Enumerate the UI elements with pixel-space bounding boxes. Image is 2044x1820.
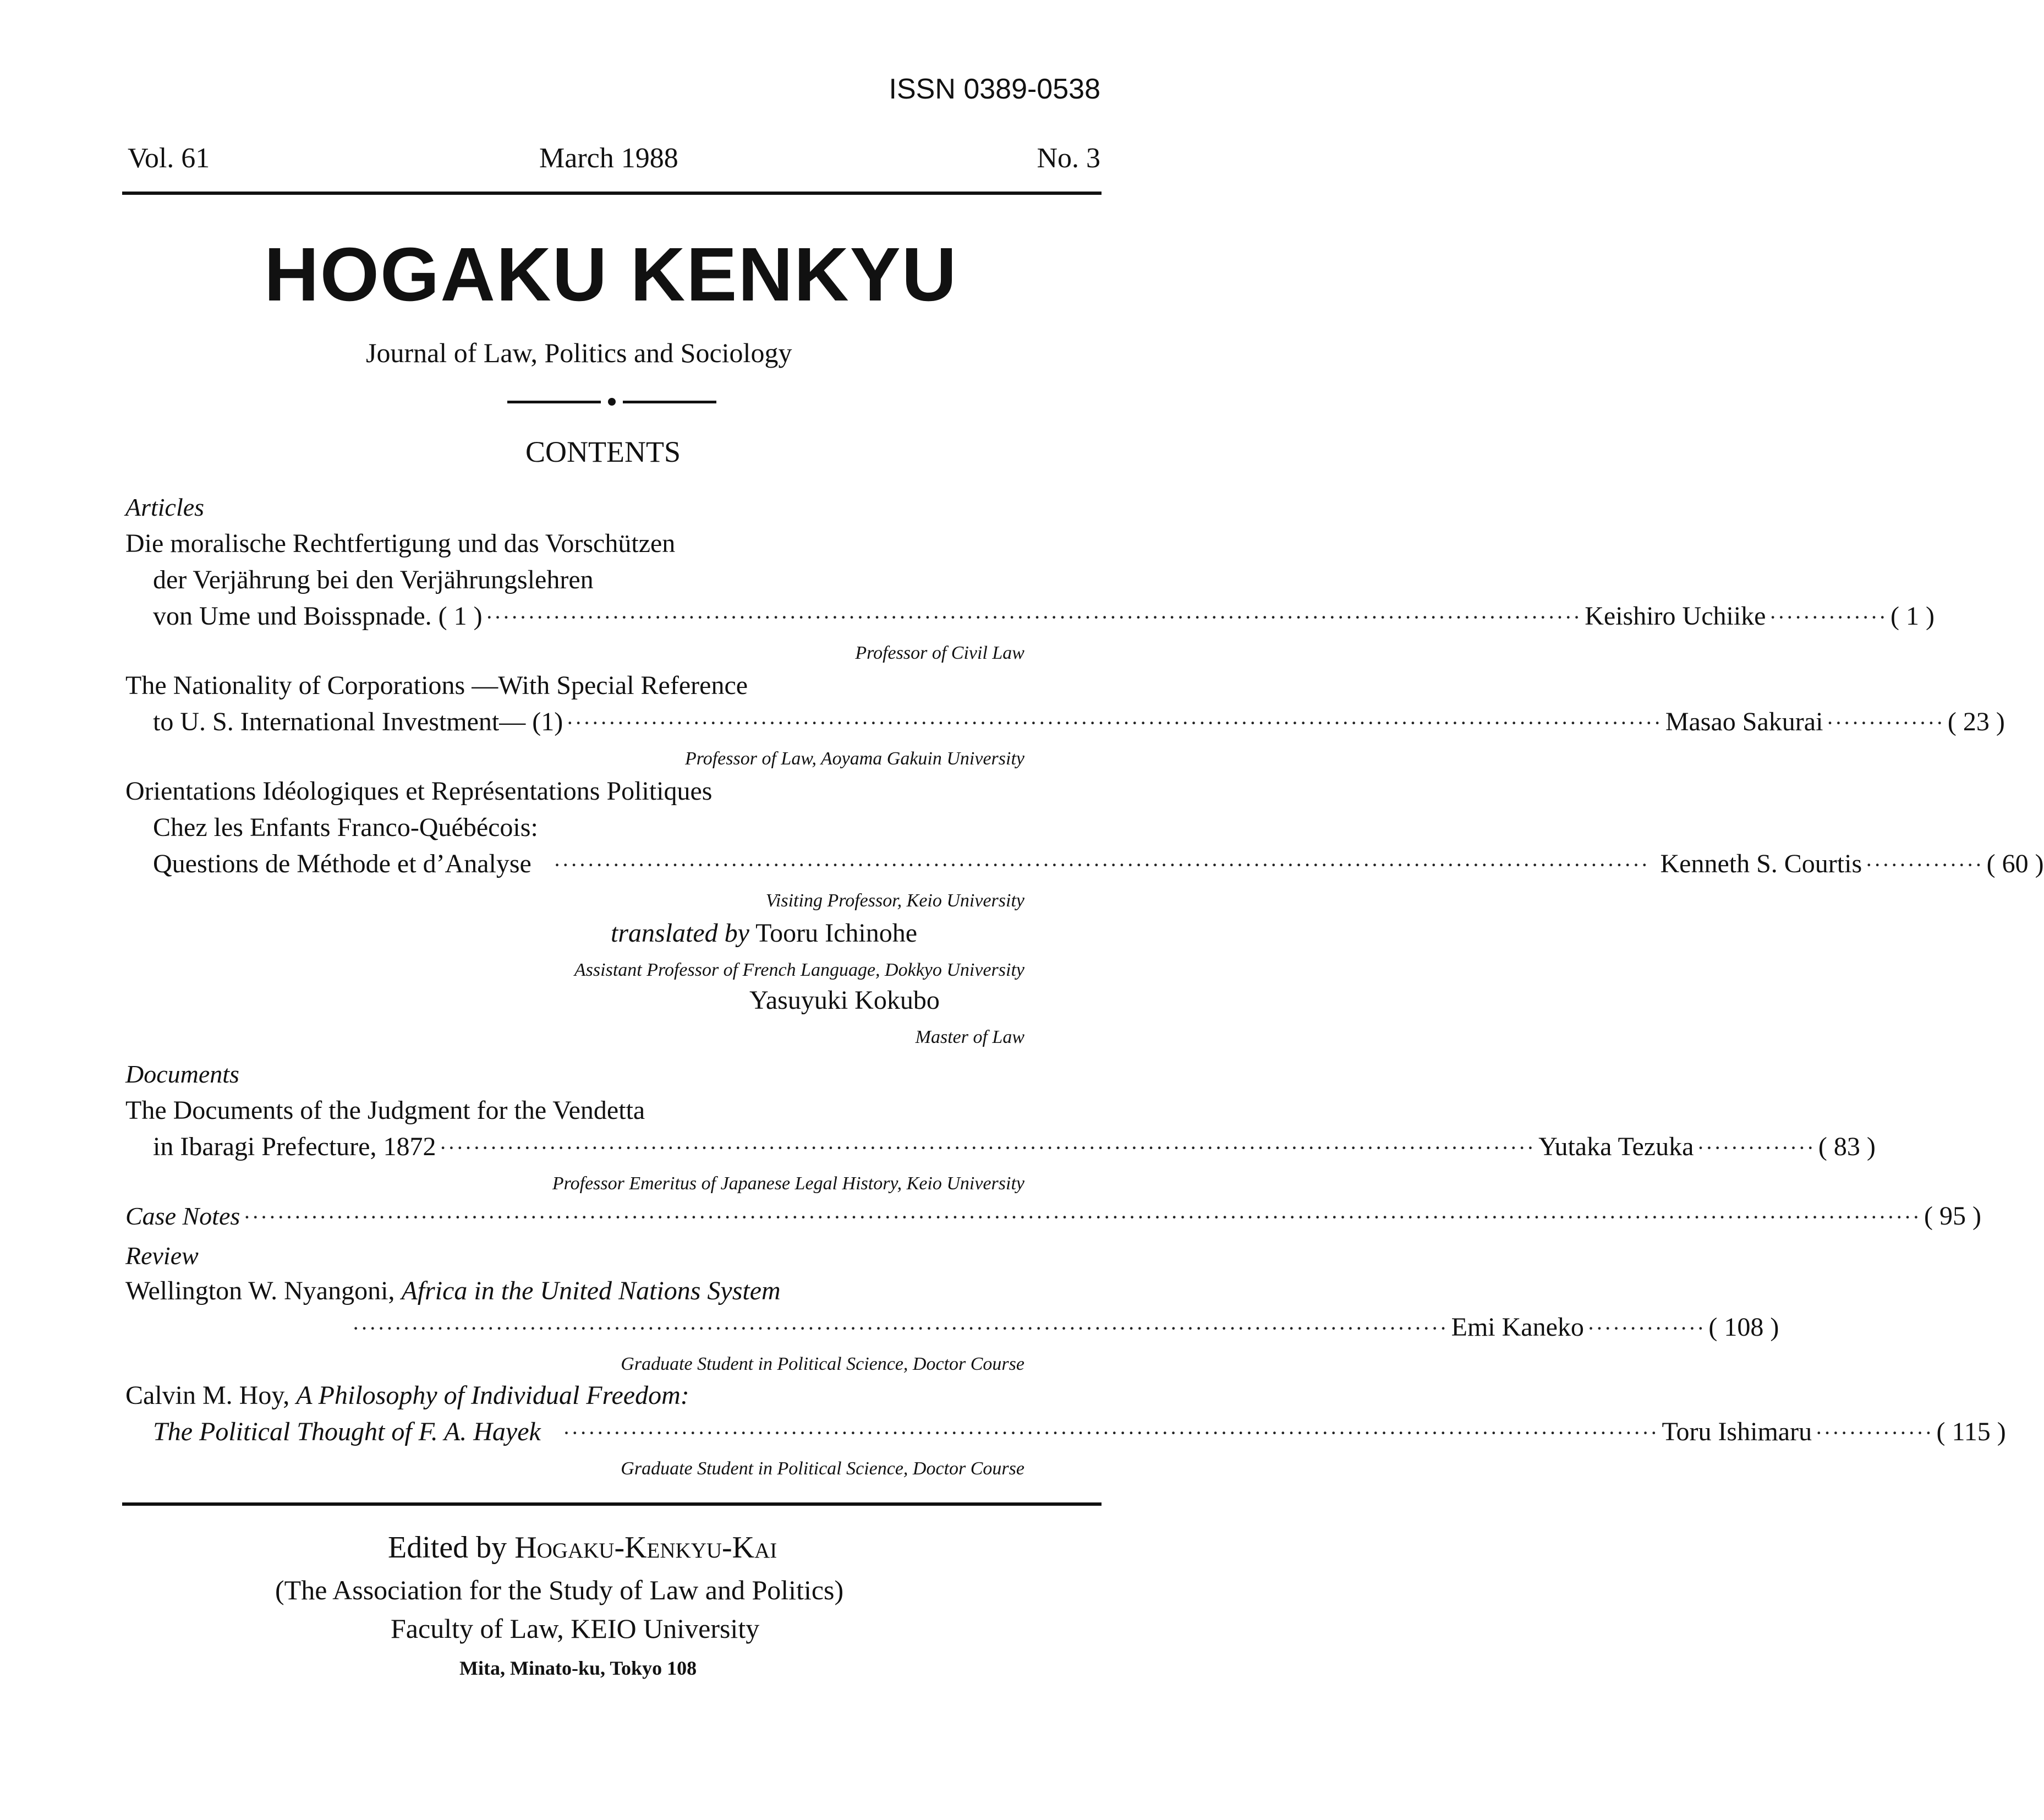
entry1-row	[153, 601, 1935, 631]
entry7-affiliation: Graduate Student in Political Science, Doctor Course	[621, 1458, 1024, 1479]
entry6-row	[352, 1312, 1779, 1342]
leader-dots: ··································································································································	[352, 1316, 1448, 1341]
entry4-title-line2: in Ibaragi Prefecture, 1872	[153, 1132, 436, 1161]
ornament-divider	[507, 395, 716, 406]
contents-heading: CONTENTS	[525, 435, 681, 468]
entry2-affiliation: Professor of Law, Aoyama Gakuin University	[685, 748, 1024, 769]
entry7-row	[153, 1417, 2006, 1447]
entry6-line1	[125, 1276, 781, 1306]
leader-dots: ··································································································································	[485, 605, 1582, 630]
entry7-book-author: Calvin M. Hoy,	[125, 1381, 290, 1410]
entry2-row	[153, 707, 2005, 737]
leader-dots: ··············	[1769, 605, 1887, 630]
issue-number: No. 3	[1037, 143, 1100, 174]
entry1-page: ( 1 )	[1890, 602, 1935, 631]
editor-name: Hogaku-Kenkyu-Kai	[514, 1531, 777, 1565]
leader-dots: ··············	[1697, 1135, 1815, 1160]
leader-dots: ··································································································································	[562, 1420, 1659, 1445]
entry6-page: ( 108 )	[1708, 1313, 1779, 1342]
leader-dots: ··············	[1826, 710, 1944, 735]
entry2-page: ( 23 )	[1947, 707, 2005, 736]
entry6-affiliation: Graduate Student in Political Science, Doctor Course	[621, 1354, 1024, 1374]
association-line: (The Association for the Study of Law and Politics)	[275, 1575, 844, 1605]
header-rule	[122, 192, 1102, 195]
ornament-dot-icon	[608, 398, 616, 406]
entry6-book-title: Africa in the United Nations System	[401, 1276, 781, 1305]
leader-dots: ··································································································································	[439, 1135, 1536, 1160]
entry6-author: Emi Kaneko	[1451, 1313, 1584, 1342]
section-case-notes: Case Notes	[125, 1202, 240, 1230]
entry2-title-line1: The Nationality of Corporations —With Special Reference	[125, 671, 748, 700]
entry1-author: Keishiro Uchiike	[1585, 602, 1766, 631]
entry3-affiliation: Visiting Professor, Keio University	[765, 890, 1024, 911]
section-articles: Articles	[125, 493, 205, 521]
entry3-row	[153, 849, 2044, 879]
edited-by-line	[388, 1530, 777, 1565]
leader-dots: ··············	[1815, 1420, 1933, 1445]
section-documents: Documents	[125, 1060, 239, 1088]
entry7-line1	[125, 1380, 689, 1411]
volume-label: Vol. 61	[128, 143, 210, 174]
leader-dots: ··································································································································	[553, 852, 1650, 877]
address-line: Mita, Minato-ku, Tokyo 108	[459, 1657, 697, 1679]
entry1-title-line1: Die moralische Rechtfertigung und das Vorschützen	[125, 529, 676, 558]
entry3-title-line3: Questions de Méthode et d’Analyse	[153, 849, 531, 878]
entry4-author: Yutaka Tezuka	[1538, 1132, 1694, 1161]
entry3-author: Kenneth S. Courtis	[1660, 849, 1862, 878]
issn: ISSN 0389-0538	[889, 73, 1100, 105]
entry2-author: Masao Sakurai	[1665, 707, 1823, 736]
entry3-translator1-line	[611, 918, 917, 948]
entry1-title-line2: der Verjährung bei den Verjährungslehren	[153, 565, 594, 594]
issue-date: March 1988	[539, 143, 678, 174]
leader-dots: ··············	[1587, 1316, 1706, 1341]
entry3-translator2-affiliation: Master of Law	[915, 1027, 1024, 1047]
entry7-book-title: A Philosophy of Individual Freedom:	[296, 1381, 689, 1410]
entry1-title-line3: von Ume und Boisspnade. ( 1 )	[153, 602, 483, 631]
entry4-title-line1: The Documents of the Judgment for the Vendetta	[125, 1096, 645, 1125]
entry3-translator1: Tooru Ichinohe	[755, 919, 918, 948]
entry6-book-author: Wellington W. Nyangoni,	[125, 1276, 395, 1305]
journal-subtitle: Journal of Law, Politics and Sociology	[366, 337, 792, 368]
entry1-affiliation: Professor of Civil Law	[855, 643, 1024, 663]
entry3-translator1-affiliation: Assistant Professor of French Language, Dokkyo University	[574, 960, 1024, 980]
leader-dots: ·······································································································································································································	[243, 1205, 1921, 1229]
section-review: Review	[125, 1242, 199, 1270]
footer-rule	[122, 1502, 1102, 1506]
entry7-page: ( 115 )	[1936, 1417, 2006, 1446]
entry3-translator2: Yasuyuki Kokubo	[749, 986, 940, 1015]
translated-by-label: translated by	[611, 919, 749, 948]
leader-dots: ··············	[1865, 852, 1983, 877]
edited-by-label: Edited by	[388, 1531, 507, 1565]
entry7-title-line2: The Political Thought of F. A. Hayek	[153, 1417, 541, 1446]
entry3-title-line2: Chez les Enfants Franco-Québécois:	[153, 813, 538, 842]
faculty-line: Faculty of Law, KEIO University	[391, 1613, 760, 1644]
entry2-title-line2: to U. S. International Investment— (1)	[153, 707, 563, 736]
journal-title: HOGAKU KENKYU	[264, 232, 958, 317]
entry3-title-line1: Orientations Idéologiques et Représentations Politiques	[125, 777, 713, 806]
entry4-page: ( 83 )	[1818, 1132, 1876, 1161]
leader-dots: ··································································································································	[566, 710, 1662, 735]
entry5-row	[125, 1201, 1981, 1231]
entry4-affiliation: Professor Emeritus of Japanese Legal History, Keio University	[552, 1173, 1024, 1194]
entry7-author: Toru Ishimaru	[1662, 1417, 1812, 1446]
entry4-row	[153, 1132, 1876, 1162]
entry5-page: ( 95 )	[1924, 1201, 1981, 1231]
entry3-page: ( 60 )	[1986, 849, 2044, 878]
